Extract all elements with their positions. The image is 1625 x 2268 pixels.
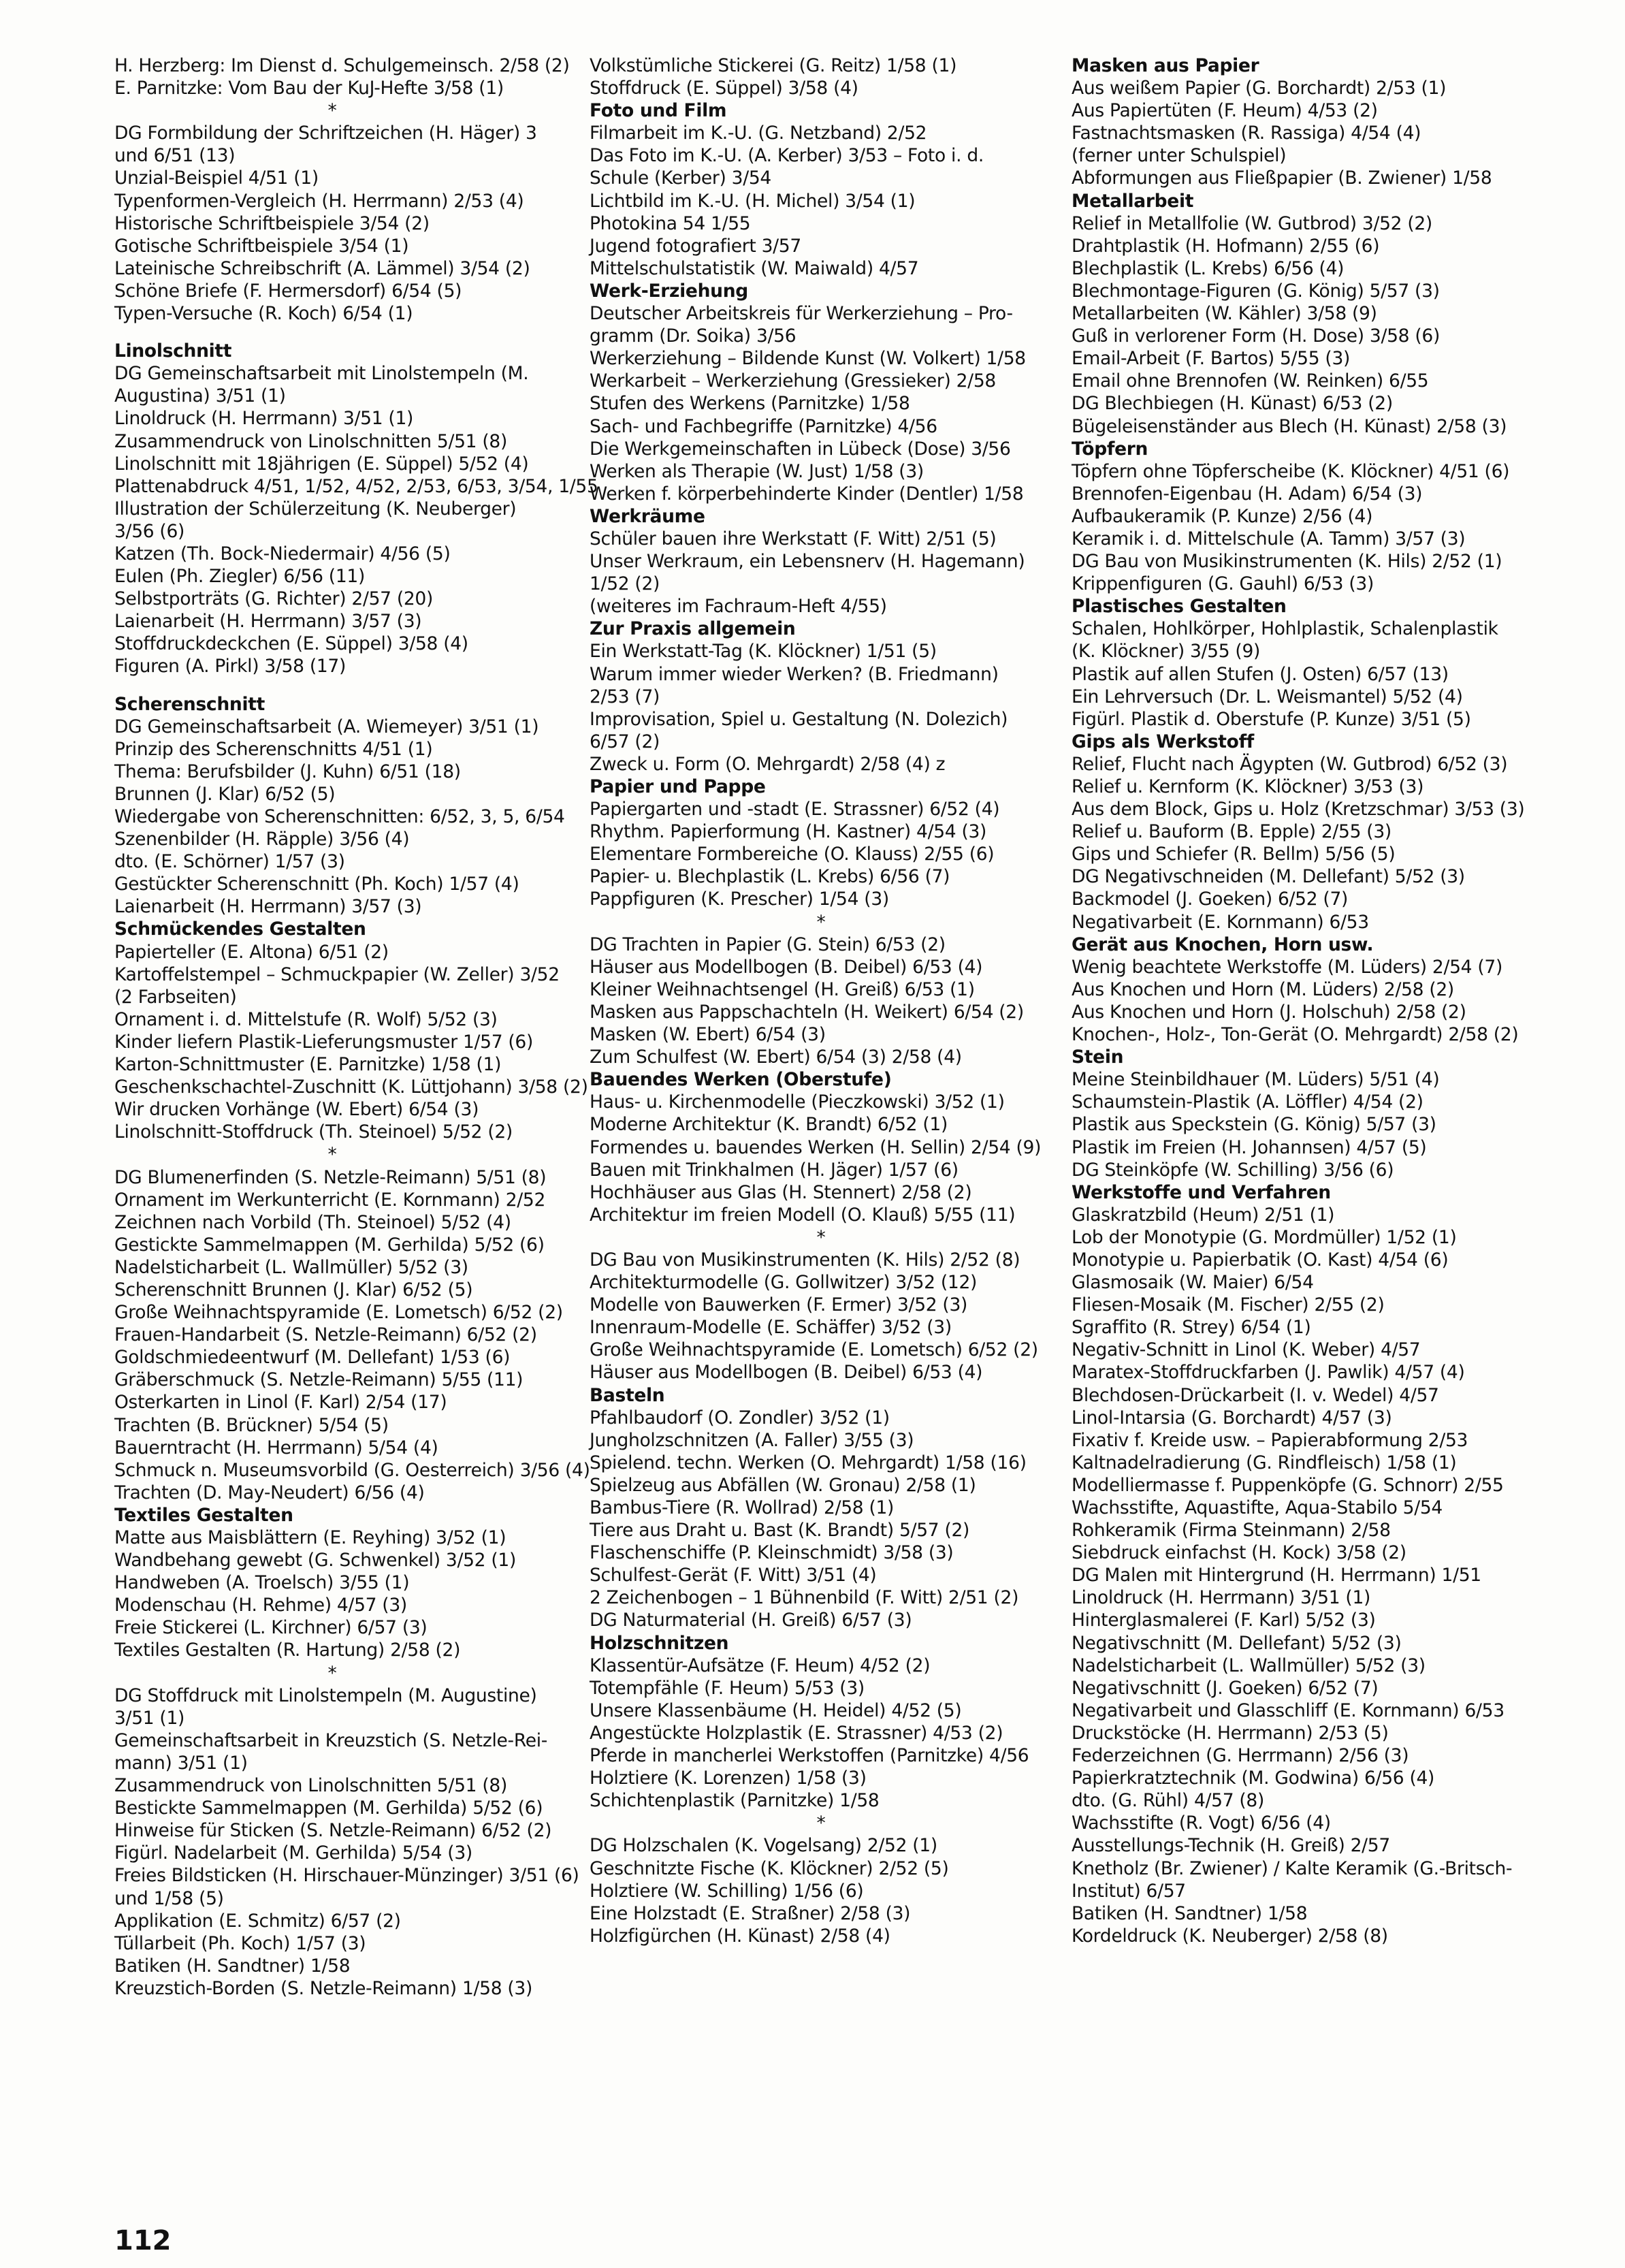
index-entry: Linoldruck (H. Herrmann) 3/51 (1) — [114, 408, 414, 430]
index-entry: Aus weißem Papier (G. Borchardt) 2/53 (1) — [1072, 78, 1447, 99]
index-entry: Negativ-Schnitt in Linol (K. Weber) 4/57 — [1072, 1339, 1421, 1361]
index-entry: Email-Arbeit (F. Bartos) 5/55 (3) — [1072, 348, 1351, 370]
index-entry: Trachten (D. May-Neudert) 6/56 (4) — [114, 1482, 425, 1503]
index-entry: DG Negativschneiden (M. Dellefant) 5/52 (3) — [1072, 866, 1465, 888]
index-entry: Lichtbild im K.-U. (H. Michel) 3/54 (1) — [590, 190, 916, 212]
index-entry: Hochhäuser aus Glas (H. Stennert) 2/58 (2) — [590, 1181, 972, 1203]
index-entry: Ornament i. d. Mittelstufe (R. Wolf) 5/52 (3) — [114, 1008, 498, 1030]
index-entry: Handweben (A. Troelsch) 3/55 (1) — [114, 1572, 410, 1594]
index-entry: Pfahlbaudorf (O. Zondler) 3/52 (1) — [590, 1407, 890, 1428]
index-entry: Moderne Architektur (K. Brandt) 6/52 (1) — [590, 1114, 948, 1136]
index-entry: Haus- u. Kirchenmodelle (Pieczkowski) 3/52 (1) — [590, 1091, 1005, 1113]
index-entry: Goldschmiedeentwurf (M. Dellefant) 1/53 (6) — [114, 1347, 511, 1369]
index-entry: Zusammendruck von Linolschnitten 5/51 (8) — [114, 430, 507, 452]
index-entry: Zweck u. Form (O. Mehrgardt) 2/58 (4) z — [590, 753, 946, 775]
index-entry: Töpfern ohne Töpferscheibe (K. Klöckner) 4/51 (6) — [1072, 460, 1510, 482]
index-entry: Ornament im Werkunterricht (E. Kornmann) 2/52 — [114, 1189, 546, 1211]
index-entry: Blechdosen-Drückarbeit (I. v. Wedel) 4/57 — [1072, 1384, 1439, 1406]
index-entry: DG Blechbiegen (H. Künast) 6/53 (2) — [1072, 393, 1393, 415]
index-entry: und 6/51 (13) — [114, 145, 236, 167]
index-entry: Formendes u. bauendes Werken (H. Sellin) 2/54 (9) — [590, 1136, 1042, 1158]
index-entry: (ferner unter Schulspiel) — [1072, 145, 1287, 167]
separator-asterisk: * — [327, 100, 337, 122]
index-entry: Schmuck n. Museumsvorbild (G. Oesterreich) 3/56 (4) — [114, 1459, 590, 1481]
index-entry: Szenenbilder (H. Räpple) 3/56 (4) — [114, 829, 410, 850]
index-entry: Zum Schulfest (W. Ebert) 6/54 (3) 2/58 (4) — [590, 1047, 962, 1068]
index-entry: Bauerntracht (H. Herrmann) 5/54 (4) — [114, 1437, 438, 1458]
index-entry: Wandbehang gewebt (G. Schwenkel) 3/52 (1) — [114, 1550, 516, 1571]
index-entry: Bestickte Sammelmappen (M. Gerhilda) 5/52 (6) — [114, 1798, 543, 1819]
section-heading: Foto und Film — [590, 100, 727, 122]
index-entry: Photokina 54 1/55 — [590, 212, 751, 234]
index-entry: Fliesen-Mosaik (M. Fischer) 2/55 (2) — [1072, 1294, 1385, 1316]
index-entry: Fastnachtsmasken (R. Rassiga) 4/54 (4) — [1072, 123, 1421, 144]
index-entry: E. Parnitzke: Vom Bau der KuJ-Hefte 3/58 (1) — [114, 78, 504, 99]
section-heading: Masken aus Papier — [1072, 55, 1259, 76]
index-entry: Kleiner Weihnachtsengel (H. Greiß) 6/53 (1) — [590, 978, 975, 1000]
index-entry: 3/51 (1) — [114, 1707, 185, 1729]
index-entry: Figürl. Plastik d. Oberstufe (P. Kunze) 3/51 (5) — [1072, 708, 1471, 730]
index-entry: Tiere aus Draht u. Bast (K. Brandt) 5/57 (2) — [590, 1520, 970, 1542]
section-heading: Gerät aus Knochen, Horn usw. — [1072, 933, 1374, 955]
index-entry: Deutscher Arbeitskreis für Werkerziehung – Pro- — [590, 303, 1013, 325]
section-heading: Papier und Pappe — [590, 776, 766, 797]
index-entry: Schulfest-Gerät (F. Witt) 3/51 (4) — [590, 1565, 877, 1586]
index-entry: Werkerziehung – Bildende Kunst (W. Volkert) 1/58 — [590, 348, 1026, 370]
index-entry: gramm (Dr. Soika) 3/56 — [590, 325, 797, 347]
index-entry: Kordeldruck (K. Neuberger) 2/58 (8) — [1072, 1925, 1388, 1947]
index-entry: DG Trachten in Papier (G. Stein) 6/53 (2) — [590, 933, 946, 955]
index-entry: Figürl. Nadelarbeit (M. Gerhilda) 5/54 (3) — [114, 1842, 472, 1864]
index-entry: Negativarbeit (E. Kornmann) 6/53 — [1072, 911, 1369, 933]
index-entry: Hinweise für Sticken (S. Netzle-Reimann) 6/52 (2) — [114, 1820, 552, 1842]
index-entry: Rohkeramik (Firma Steinmann) 2/58 — [1072, 1520, 1391, 1542]
index-entry: Relief, Flucht nach Ägypten (W. Gutbrod) 6/52 (3) — [1072, 753, 1508, 775]
section-spacer — [114, 325, 550, 340]
index-entry: Illustration der Schülerzeitung (K. Neuberger) — [114, 498, 517, 520]
section-heading: Linolschnitt — [114, 340, 232, 362]
index-entry: Geschnitzte Fische (K. Klöckner) 2/52 (5) — [590, 1857, 949, 1879]
index-entry: Freie Stickerei (L. Kirchner) 6/57 (3) — [114, 1617, 428, 1639]
index-entry: Schaumstein-Plastik (A. Löffler) 4/54 (2) — [1072, 1091, 1423, 1113]
index-entry: Fixativ f. Kreide usw. – Papierabformung 2/53 — [1072, 1429, 1468, 1451]
index-column-left — [114, 54, 598, 2000]
index-entry: Papierteller (E. Altona) 6/51 (2) — [114, 941, 389, 963]
index-entry: dto. (G. Rühl) 4/57 (8) — [1072, 1790, 1265, 1812]
index-entry: Papierkratztechnik (M. Godwina) 6/56 (4) — [1072, 1768, 1435, 1789]
index-entry: Hinterglasmalerei (F. Karl) 5/52 (3) — [1072, 1610, 1376, 1631]
index-entry: Relief in Metallfolie (W. Gutbrod) 3/52 (2) — [1072, 212, 1432, 234]
index-entry: Gestickte Sammelmappen (M. Gerhilda) 5/52 (6) — [114, 1234, 545, 1256]
index-entry: 1/52 (2) — [590, 573, 660, 595]
index-entry: Osterkarten in Linol (F. Karl) 2/54 (17) — [114, 1392, 447, 1413]
index-entry: Typenformen-Vergleich (H. Herrmann) 2/53 (4) — [114, 190, 524, 212]
index-entry: Geschenkschachtel-Zuschnitt (K. Lüttjohann) 3/58 (2) — [114, 1076, 588, 1098]
index-entry: Stoffdruck (E. Süppel) 3/58 (4) — [590, 78, 858, 99]
index-entry: Knochen-, Holz-, Ton-Gerät (O. Mehrgardt) 2/58 (2) — [1072, 1024, 1519, 1046]
index-entry: Das Foto im K.-U. (A. Kerber) 3/53 – Foto i. d. — [590, 145, 984, 167]
index-entry: Unsere Klassenbäume (H. Heidel) 4/52 (5) — [590, 1699, 962, 1721]
index-entry: Große Weihnachtspyramide (E. Lometsch) 6/52 (2) — [114, 1302, 563, 1324]
index-entry: Freies Bildsticken (H. Hirschauer-Münzinger) 3/51 (6) — [114, 1865, 579, 1887]
index-entry: Häuser aus Modellbogen (B. Deibel) 6/53 (4) — [590, 956, 983, 978]
index-entry: Eine Holzstadt (E. Straßner) 2/58 (3) — [590, 1902, 911, 1924]
index-entry: Modelle von Bauwerken (F. Ermer) 3/52 (3) — [590, 1294, 968, 1316]
index-entry: Linol-Intarsia (G. Borchardt) 4/57 (3) — [1072, 1407, 1392, 1428]
section-heading: Töpfern — [1072, 438, 1148, 460]
section-heading: Werk-Erziehung — [590, 280, 748, 302]
index-entry: Katzen (Th. Bock-Niedermair) 4/56 (5) — [114, 543, 451, 564]
index-entry: Aufbaukeramik (P. Kunze) 2/56 (4) — [1072, 505, 1373, 527]
index-entry: Batiken (H. Sandtner) 1/58 — [114, 1955, 351, 1977]
index-entry: Guß in verlorener Form (H. Dose) 3/58 (6) — [1072, 325, 1441, 347]
index-entry: Papier- u. Blechplastik (L. Krebs) 6/56 (7) — [590, 866, 950, 888]
index-entry: Werken als Therapie (W. Just) 1/58 (3) — [590, 460, 924, 482]
index-entry: Schalen, Hohlkörper, Hohlplastik, Schalenplastik — [1072, 618, 1498, 640]
separator-asterisk: * — [327, 1144, 337, 1166]
index-entry: Brennofen-Eigenbau (H. Adam) 6/54 (3) — [1072, 483, 1423, 505]
index-entry: Negativschnitt (J. Goeken) 6/52 (7) — [1072, 1677, 1379, 1699]
index-entry: Werkarbeit – Werkerziehung (Gressieker) 2/58 — [590, 370, 996, 392]
index-entry: Modelliermasse f. Puppenköpfe (G. Schnorr) 2/55 — [1072, 1474, 1504, 1496]
index-entry: Wir drucken Vorhänge (W. Ebert) 6/54 (3) — [114, 1099, 479, 1121]
index-entry: Schöne Briefe (F. Hermersdorf) 6/54 (5) — [114, 280, 462, 302]
index-entry: Bauen mit Trinkhalmen (H. Jäger) 1/57 (6) — [590, 1159, 959, 1181]
index-entry: Drahtplastik (H. Hofmann) 2/55 (6) — [1072, 235, 1380, 257]
index-entry: Schichtenplastik (Parnitzke) 1/58 — [590, 1790, 880, 1812]
section-heading: Gips als Werkstoff — [1072, 731, 1255, 752]
index-entry: Gemeinschaftsarbeit in Kreuzstich (S. Netzle-Rei- — [114, 1729, 548, 1751]
index-entry: Zusammendruck von Linolschnitten 5/51 (8) — [114, 1775, 507, 1797]
index-entry: Jugend fotografiert 3/57 — [590, 235, 801, 257]
section-heading: Plastisches Gestalten — [1072, 596, 1287, 618]
index-entry: Linolschnitt mit 18jährigen (E. Süppel) 5/52 (4) — [114, 453, 529, 475]
index-entry: Aus Papiertüten (F. Heum) 4/53 (2) — [1072, 100, 1378, 122]
section-heading: Werkräume — [590, 505, 705, 527]
index-entry: Institut) 6/57 — [1072, 1880, 1186, 1902]
index-entry: Negativarbeit und Glasschliff (E. Kornmann) 6/53 — [1072, 1699, 1505, 1721]
index-entry: Gestückter Scherenschnitt (Ph. Koch) 1/57 (4) — [114, 874, 519, 895]
index-entry: DG Bau von Musikinstrumenten (K. Hils) 2/52 (8) — [590, 1249, 1020, 1271]
index-entry: Jungholzschnitzen (A. Faller) 3/55 (3) — [590, 1429, 914, 1451]
index-entry: Stoffdruckdeckchen (E. Süppel) 3/58 (4) — [114, 633, 468, 655]
section-spacer — [114, 678, 550, 693]
index-entry: mann) 3/51 (1) — [114, 1752, 248, 1774]
index-entry: Tüllarbeit (Ph. Koch) 1/57 (3) — [114, 1932, 366, 1954]
index-entry: Typen-Versuche (R. Koch) 6/54 (1) — [114, 303, 413, 325]
index-entry: Scherenschnitt Brunnen (J. Klar) 6/52 (5) — [114, 1279, 473, 1300]
index-entry: Pferde in mancherlei Werkstoffen (Parnitzke) 4/56 — [590, 1745, 1029, 1767]
index-entry: Architekturmodelle (G. Gollwitzer) 3/52 (12) — [590, 1272, 978, 1294]
index-entry: Figuren (A. Pirkl) 3/58 (17) — [114, 656, 347, 677]
index-entry: Angestückte Holzplastik (E. Strassner) 4/53 (2) — [590, 1722, 1003, 1744]
index-entry: Pappfiguren (K. Prescher) 1/54 (3) — [590, 889, 889, 910]
index-entry: Aus Knochen und Horn (M. Lüders) 2/58 (2) — [1072, 978, 1454, 1000]
index-entry: DG Gemeinschaftsarbeit (A. Wiemeyer) 3/51 (1) — [114, 716, 539, 737]
index-entry: Druckstöcke (H. Herrmann) 2/53 (5) — [1072, 1722, 1389, 1744]
index-entry: Frauen-Handarbeit (S. Netzle-Reimann) 6/52 (2) — [114, 1324, 537, 1346]
index-entry: Batiken (H. Sandtner) 1/58 — [1072, 1902, 1308, 1924]
index-entry: Krippenfiguren (G. Gauhl) 6/53 (3) — [1072, 573, 1374, 595]
index-entry: DG Blumenerfinden (S. Netzle-Reimann) 5/51 (8) — [114, 1166, 547, 1188]
index-entry: (weiteres im Fachraum-Heft 4/55) — [590, 596, 887, 618]
index-entry: Gips und Schiefer (R. Bellm) 5/56 (5) — [1072, 844, 1396, 865]
index-entry: Totempfähle (F. Heum) 5/53 (3) — [590, 1677, 865, 1699]
index-entry: H. Herzberg: Im Dienst d. Schulgemeinsch. 2/58 (2) — [114, 55, 570, 76]
index-entry: Architektur im freien Modell (O. Klauß) 5/55 (11) — [590, 1204, 1016, 1226]
index-entry: Keramik i. d. Mittelschule (A. Tamm) 3/57 (3) — [1072, 528, 1466, 549]
index-entry: Masken aus Pappschachteln (H. Weikert) 6/54 (2) — [590, 1001, 1024, 1023]
index-entry: 6/57 (2) — [590, 731, 660, 752]
section-heading: Schmückendes Gestalten — [114, 919, 366, 940]
index-entry: Nadelsticharbeit (L. Wallmüller) 5/52 (3) — [1072, 1655, 1426, 1676]
index-entry: Sgraffito (R. Strey) 6/54 (1) — [1072, 1317, 1311, 1339]
section-heading: Textiles Gestalten — [114, 1504, 293, 1526]
index-entry: Knetholz (Br. Zwiener) / Kalte Keramik (G.-Britsch- — [1072, 1857, 1513, 1879]
index-entry: Blechmontage-Figuren (G. König) 5/57 (3) — [1072, 280, 1440, 302]
index-entry: Kartoffelstempel – Schmuckpapier (W. Zeller) 3/52 — [114, 963, 560, 985]
index-entry: DG Bau von Musikinstrumenten (K. Hils) 2/52 (1) — [1072, 551, 1502, 573]
index-entry: Maratex-Stoffdruckfarben (J. Pawlik) 4/57 (4) — [1072, 1362, 1465, 1384]
index-entry: Holzfigürchen (H. Künast) 2/58 (4) — [590, 1925, 890, 1947]
index-entry: DG Naturmaterial (H. Greiß) 6/57 (3) — [590, 1610, 912, 1631]
index-entry: Relief u. Bauform (B. Epple) 2/55 (3) — [1072, 821, 1391, 843]
index-entry: DG Stoffdruck mit Linolstempeln (M. Augustine) — [114, 1684, 537, 1706]
index-entry: Filmarbeit im K.-U. (G. Netzband) 2/52 — [590, 123, 927, 144]
separator-asterisk: * — [816, 911, 826, 933]
index-entry: Spielzeug aus Abfällen (W. Gronau) 2/58 (1) — [590, 1474, 976, 1496]
index-entry: Plattenabdruck 4/51, 1/52, 4/52, 2/53, 6/53, 3/54, 1/55 — [114, 475, 598, 497]
separator-asterisk: * — [816, 1812, 826, 1834]
index-entry: DG Steinköpfe (W. Schilling) 3/56 (6) — [1072, 1159, 1394, 1181]
index-entry: Gotische Schriftbeispiele 3/54 (1) — [114, 235, 409, 257]
index-entry: Linolschnitt-Stoffdruck (Th. Steinoel) 5/52 (2) — [114, 1121, 513, 1143]
index-entry: Karton-Schnittmuster (E. Parnitzke) 1/58 (1) — [114, 1054, 502, 1076]
index-entry: Gräberschmuck (S. Netzle-Reimann) 5/55 (11) — [114, 1369, 524, 1391]
index-entry: 2 Zeichenbogen – 1 Bühnenbild (F. Witt) 2/51 (2) — [590, 1587, 1019, 1609]
index-entry: Backmodel (J. Goeken) 6/52 (7) — [1072, 889, 1349, 910]
index-entry: Volkstümliche Stickerei (G. Reitz) 1/58 (1) — [590, 55, 957, 76]
index-entry: (K. Klöckner) 3/55 (9) — [1072, 641, 1261, 662]
index-entry: Brunnen (J. Klar) 6/52 (5) — [114, 783, 336, 805]
index-entry: Applikation (E. Schmitz) 6/57 (2) — [114, 1910, 401, 1932]
index-entry: Modenschau (H. Rehme) 4/57 (3) — [114, 1595, 407, 1616]
index-entry: Holztiere (W. Schilling) 1/56 (6) — [590, 1880, 864, 1902]
index-entry: Flaschenschiffe (P. Kleinschmidt) 3/58 (3) — [590, 1542, 954, 1564]
section-heading: Holzschnitzen — [590, 1632, 729, 1654]
index-entry: Unzial-Beispiel 4/51 (1) — [114, 167, 319, 189]
index-entry: Laienarbeit (H. Herrmann) 3/57 (3) — [114, 611, 422, 633]
index-entry: Rhythm. Papierformung (H. Kastner) 4/54 (3) — [590, 821, 987, 843]
index-entry: Bügeleisenständer aus Blech (H. Künast) 2/58 (3) — [1072, 415, 1507, 437]
index-entry: Ein Werkstatt-Tag (K. Klöckner) 1/51 (5) — [590, 641, 937, 662]
section-heading: Metallarbeit — [1072, 190, 1194, 212]
index-entry: Nadelsticharbeit (L. Wallmüller) 5/52 (3) — [114, 1256, 468, 1278]
index-entry: Holztiere (K. Lorenzen) 1/58 (3) — [590, 1768, 867, 1789]
index-entry: Lateinische Schreibschrift (A. Lämmel) 3/54 (2) — [114, 257, 530, 279]
index-entry: Glaskratzbild (Heum) 2/51 (1) — [1072, 1204, 1335, 1226]
index-entry: Plastik aus Speckstein (G. König) 5/57 (3) — [1072, 1114, 1436, 1136]
index-entry: Kaltnadelradierung (G. Rindfleisch) 1/58 (1) — [1072, 1452, 1457, 1473]
index-entry: Spielend. techn. Werken (O. Mehrgardt) 1/58 (16) — [590, 1452, 1027, 1473]
index-entry: Meine Steinbildhauer (M. Lüders) 5/51 (4) — [1072, 1069, 1440, 1091]
index-entry: Wenig beachtete Werkstoffe (M. Lüders) 2/54 (7) — [1072, 956, 1502, 978]
index-entry: Linoldruck (H. Herrmann) 3/51 (1) — [1072, 1587, 1371, 1609]
index-entry: Historische Schriftbeispiele 3/54 (2) — [114, 212, 430, 234]
index-entry: Lob der Monotypie (G. Mordmüller) 1/52 (1) — [1072, 1226, 1457, 1248]
index-entry: Wiedergabe von Scherenschnitten: 6/52, 3, 5, 6/54 — [114, 806, 565, 827]
index-entry: Monotypie u. Papierbatik (O. Kast) 4/54 (6) — [1072, 1249, 1449, 1271]
index-entry: Elementare Formbereiche (O. Klauss) 2/55 (6) — [590, 844, 995, 865]
index-entry: Relief u. Kernform (K. Klöckner) 3/53 (3) — [1072, 776, 1424, 797]
index-entry: Blechplastik (L. Krebs) 6/56 (4) — [1072, 257, 1345, 279]
index-column-right — [1072, 54, 1525, 1947]
separator-asterisk: * — [327, 1662, 337, 1684]
index-entry: Negativschnitt (M. Dellefant) 5/52 (3) — [1072, 1632, 1402, 1654]
index-entry: Die Werkgemeinschaften in Lübeck (Dose) 3/56 — [590, 438, 1011, 460]
index-entry: 2/53 (7) — [590, 686, 660, 707]
index-entry: Ein Lehrversuch (Dr. L. Weismantel) 5/52 (4) — [1072, 686, 1463, 707]
index-entry: Kreuzstich-Borden (S. Netzle-Reimann) 1/58 (3) — [114, 1977, 533, 1999]
index-entry: Häuser aus Modellbogen (B. Deibel) 6/53 (4) — [590, 1362, 983, 1384]
index-entry: Email ohne Brennofen (W. Reinken) 6/55 — [1072, 370, 1429, 392]
index-entry: Warum immer wieder Werken? (B. Friedmann) — [590, 663, 999, 685]
index-entry: Prinzip des Scherenschnitts 4/51 (1) — [114, 738, 433, 760]
index-entry: DG Gemeinschaftsarbeit mit Linolstempeln (M. — [114, 363, 529, 385]
index-entry: Wachsstifte, Aquastifte, Aqua-Stabilo 5/54 — [1072, 1497, 1443, 1518]
index-entry: Siebdruck einfachst (H. Kock) 3/58 (2) — [1072, 1542, 1406, 1564]
section-heading: Zur Praxis allgemein — [590, 618, 796, 640]
index-entry: Federzeichnen (G. Herrmann) 2/56 (3) — [1072, 1745, 1409, 1767]
index-entry: Klassentür-Aufsätze (F. Heum) 4/52 (2) — [590, 1655, 931, 1676]
section-heading: Scherenschnitt — [114, 693, 265, 715]
index-entry: Sach- und Fachbegriffe (Parnitzke) 4/56 — [590, 415, 937, 437]
index-entry: DG Formbildung der Schriftzeichen (H. Häger) 3 — [114, 123, 537, 144]
index-entry: Selbstporträts (G. Richter) 2/57 (20) — [114, 588, 434, 610]
index-entry: Kinder liefern Plastik-Lieferungsmuster 1/57 (6) — [114, 1031, 534, 1053]
index-entry: Unser Werkraum, ein Lebensnerv (H. Hagemann) — [590, 551, 1025, 573]
index-entry: dto. (E. Schörner) 1/57 (3) — [114, 851, 345, 873]
index-column-middle — [590, 54, 1052, 1947]
index-entry: Laienarbeit (H. Herrmann) 3/57 (3) — [114, 896, 422, 918]
index-entry: Abformungen aus Fließpapier (B. Zwiener) 1/58 — [1072, 167, 1492, 189]
index-entry: Augustina) 3/51 (1) — [114, 385, 286, 407]
index-entry: 3/56 (6) — [114, 520, 185, 542]
index-entry: Metallarbeiten (W. Kähler) 3/58 (9) — [1072, 303, 1377, 325]
index-entry: DG Holzschalen (K. Vogelsang) 2/52 (1) — [590, 1835, 937, 1857]
index-entry: Glasmosaik (W. Maier) 6/54 — [1072, 1272, 1314, 1294]
index-entry: Plastik im Freien (H. Johannsen) 4/57 (5) — [1072, 1136, 1427, 1158]
index-entry: Schule (Kerber) 3/54 — [590, 167, 771, 189]
index-entry: Mittelschulstatistik (W. Maiwald) 4/57 — [590, 257, 919, 279]
index-entry: Textiles Gestalten (R. Hartung) 2/58 (2) — [114, 1640, 461, 1661]
index-entry: (2 Farbseiten) — [114, 986, 237, 1008]
page-number: 112 — [114, 2225, 172, 2256]
index-entry: Aus Knochen und Horn (J. Holschuh) 2/58 (2) — [1072, 1001, 1466, 1023]
index-entry: Trachten (B. Brückner) 5/54 (5) — [114, 1414, 389, 1436]
index-entry: Eulen (Ph. Ziegler) 6/56 (11) — [114, 566, 365, 588]
section-heading: Werkstoffe und Verfahren — [1072, 1181, 1331, 1203]
index-entry: Zeichnen nach Vorbild (Th. Steinoel) 5/52 (4) — [114, 1211, 511, 1233]
index-entry: DG Malen mit Hintergrund (H. Herrmann) 1/51 — [1072, 1565, 1481, 1586]
index-entry: Plastik auf allen Stufen (J. Osten) 6/57 (13) — [1072, 663, 1449, 685]
index-entry: Bambus-Tiere (R. Wollrad) 2/58 (1) — [590, 1497, 895, 1518]
separator-asterisk: * — [816, 1226, 826, 1248]
index-entry: Werken f. körperbehinderte Kinder (Dentler) 1/58 — [590, 483, 1024, 505]
index-entry: Masken (W. Ebert) 6/54 (3) — [590, 1024, 826, 1046]
index-entry: Große Weihnachtspyramide (E. Lometsch) 6/52 (2) — [590, 1339, 1038, 1361]
section-heading: Stein — [1072, 1047, 1124, 1068]
index-entry: und 1/58 (5) — [114, 1887, 224, 1909]
index-entry: Thema: Berufsbilder (J. Kuhn) 6/51 (18) — [114, 761, 461, 782]
index-entry: Schüler bauen ihre Werkstatt (F. Witt) 2/51 (5) — [590, 528, 997, 549]
index-entry: Matte aus Maisblättern (E. Reyhing) 3/52 (1) — [114, 1527, 506, 1548]
index-entry: Aus dem Block, Gips u. Holz (Kretzschmar) 3/53 (3) — [1072, 799, 1525, 820]
index-entry: Stufen des Werkens (Parnitzke) 1/58 — [590, 393, 910, 415]
index-entry: Papiergarten und -stadt (E. Strassner) 6/52 (4) — [590, 799, 1000, 820]
section-heading: Basteln — [590, 1384, 665, 1406]
index-entry: Wachsstifte (R. Vogt) 6/56 (4) — [1072, 1812, 1331, 1834]
index-entry: Ausstellungs-Technik (H. Greiß) 2/57 — [1072, 1835, 1390, 1857]
index-entry: Innenraum-Modelle (E. Schäffer) 3/52 (3) — [590, 1317, 952, 1339]
index-entry: Improvisation, Spiel u. Gestaltung (N. Dolezich) — [590, 708, 1008, 730]
section-heading: Bauendes Werken (Oberstufe) — [590, 1069, 892, 1091]
